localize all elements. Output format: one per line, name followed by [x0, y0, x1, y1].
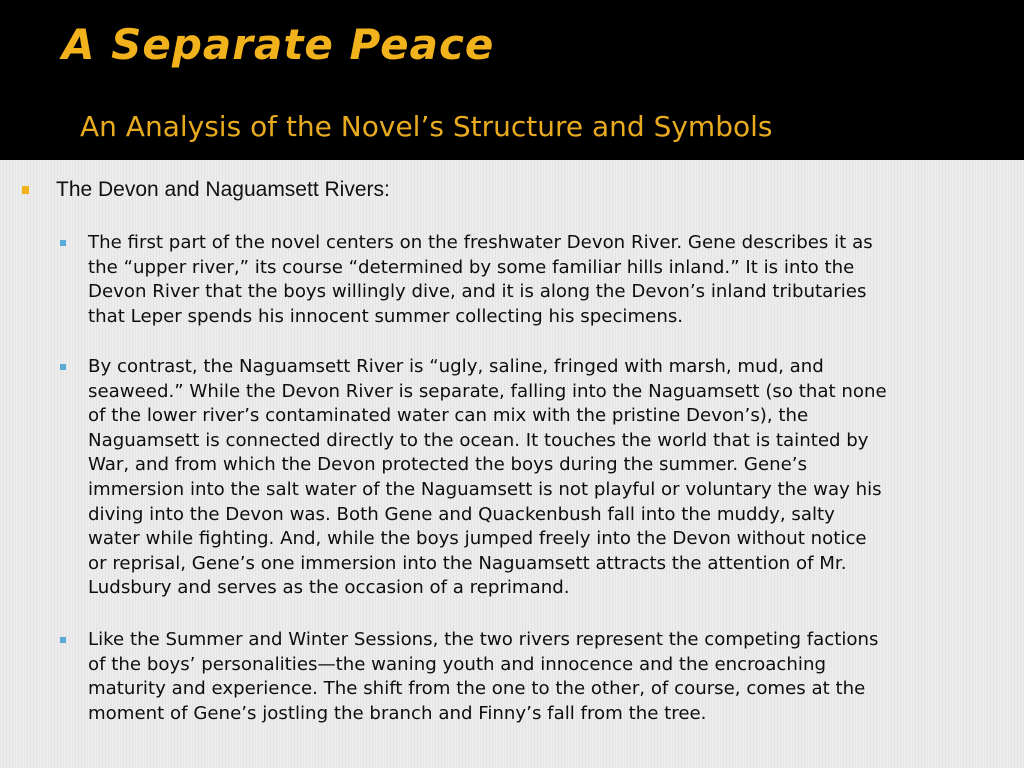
paragraph-line: War, and from which the Devon protected the boys during the summer. Gene’s	[88, 454, 808, 476]
paragraph-line: water while fighting. And, while the boys jumped freely into the Devon without notice	[88, 528, 867, 550]
paragraph-line: diving into the Devon was. Both Gene and Quackenbush fall into the muddy, salty	[88, 503, 835, 525]
level2-bullet-icon	[60, 364, 66, 370]
paragraph-line: of the boys’ personalities—the waning youth and innocence and the encroaching	[88, 653, 826, 675]
level2-bullet-icon	[60, 637, 66, 643]
paragraph-line: that Leper spends his innocent summer collecting his specimens.	[88, 305, 684, 327]
paragraph-line: the “upper river,” its course “determined by some familiar hills inland.” It is into the	[88, 256, 855, 278]
paragraph-line: Naguamsett is connected directly to the ocean. It touches the world that is tainted by	[88, 429, 869, 451]
paragraph-line: moment of Gene’s jostling the branch and Finny’s fall from the tree.	[88, 702, 707, 724]
level1-bullet-icon	[22, 186, 29, 194]
slide-subtitle: An Analysis of the Novel’s Structure and Symbols	[80, 110, 773, 143]
paragraph-line: Ludsbury and serves as the occasion of a reprimand.	[88, 577, 570, 599]
paragraph-line: The first part of the novel centers on the freshwater Devon River. Gene describes it as	[88, 232, 873, 253]
paragraph-2	[88, 355, 1018, 601]
paragraph-line: Devon River that the boys willingly dive, and it is along the Devon’s inland tributaries	[88, 281, 867, 303]
paragraph-1	[88, 231, 1018, 329]
paragraph-line: immersion into the salt water of the Naguamsett is not playful or voluntary the way his	[88, 478, 882, 500]
level1-item: The Devon and Naguamsett Rivers:	[56, 178, 390, 201]
paragraph-line: maturity and experience. The shift from the one to the other, of course, comes at the	[88, 678, 866, 700]
paragraph-line: seaweed.” While the Devon River is separate, falling into the Naguamsett (so that none	[88, 380, 887, 402]
paragraph-line: of the lower river’s contaminated water can mix with the pristine Devon’s), the	[88, 405, 809, 427]
paragraph-line: By contrast, the Naguamsett River is “ugly, saline, fringed with marsh, mud, and	[88, 356, 824, 377]
paragraph-line: or reprisal, Gene’s one immersion into the Naguamsett attracts the attention of Mr.	[88, 552, 847, 574]
paragraph-3	[88, 628, 1018, 726]
slide-title: A Separate Peace	[62, 20, 495, 69]
paragraph-line: Like the Summer and Winter Sessions, the two rivers represent the competing factions	[88, 629, 879, 650]
level2-bullet-icon	[60, 240, 66, 246]
